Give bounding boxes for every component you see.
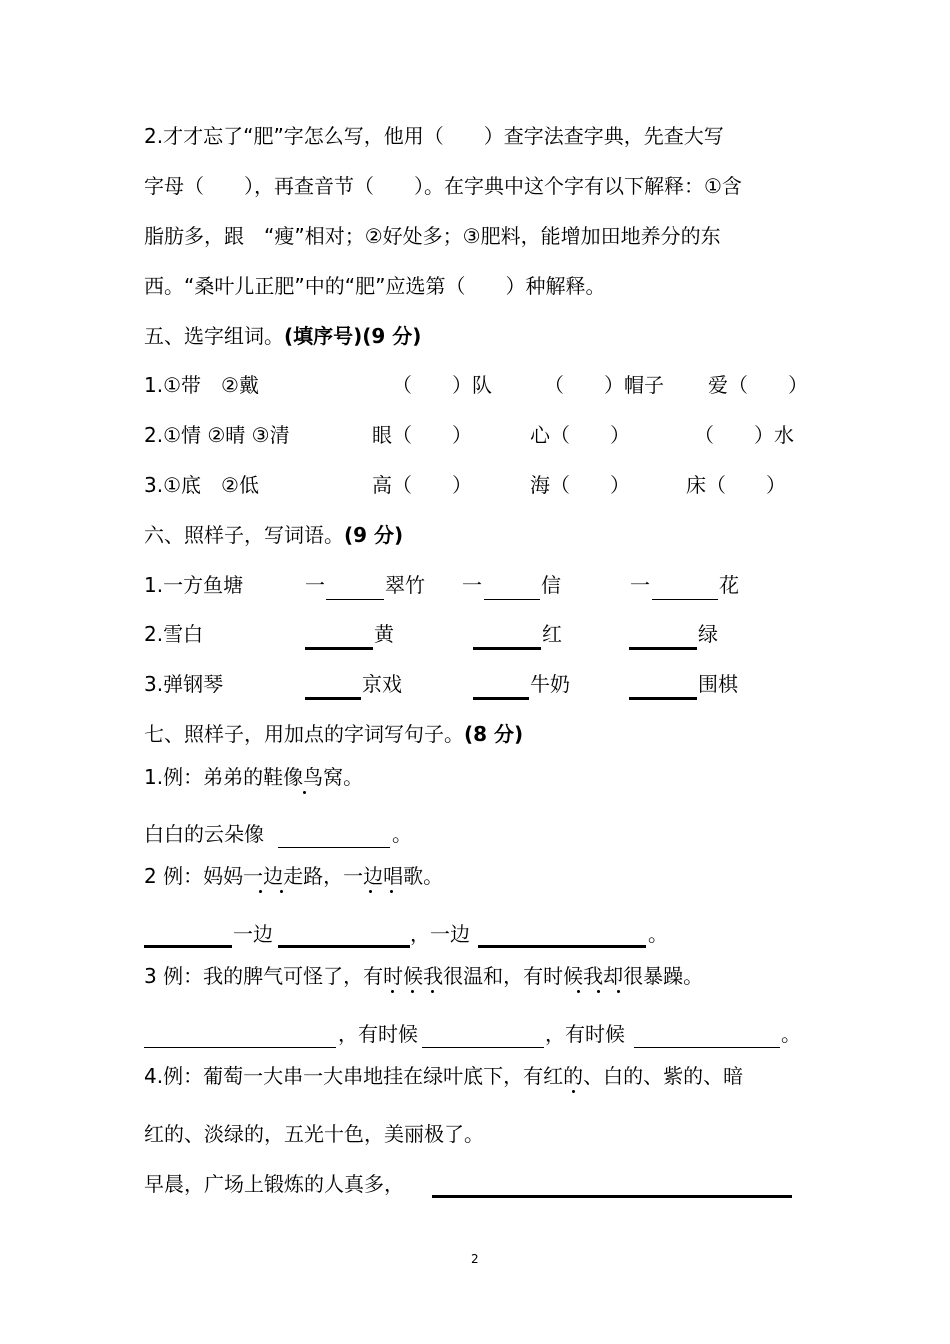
- s6-r2-word3: 绿: [698, 622, 718, 646]
- emphasis-dot: [391, 990, 394, 993]
- s5-row1-b: （ ）帽子: [544, 373, 664, 397]
- s6-r1-blank2[interactable]: [484, 599, 540, 600]
- section6-heading: [144, 521, 403, 549]
- q4-part2-line4: 西。“桑叶儿正肥”中的“肥”应选第（ ）种解释。: [144, 274, 606, 298]
- section5-title: 五、选字组词。: [144, 324, 284, 348]
- s6-r3-word3: 围棋: [698, 672, 738, 696]
- s5-row1-choices: 1.①带 ②戴: [144, 373, 259, 397]
- s7-q2-blank1[interactable]: [144, 945, 232, 948]
- s6-r1-word3: 花: [719, 573, 739, 597]
- emphasis-dot: [431, 990, 434, 993]
- s6-r2-word1: 黄: [374, 622, 394, 646]
- s5-row2-a: 眼（ ）: [372, 423, 472, 447]
- s7-q2-end: 。: [648, 922, 668, 946]
- s6-r3-example: 3.弹钢琴: [144, 672, 224, 696]
- s5-row2-b: 心（ ）: [530, 423, 630, 447]
- s7-q3-end: 。: [781, 1022, 801, 1046]
- s6-r3-blank3[interactable]: [629, 697, 697, 700]
- s5-row1-a: （ ）队: [392, 373, 492, 397]
- s6-r1-prefix3: 一: [630, 573, 650, 597]
- s5-row2-choices: 2.①情 ②晴 ③清: [144, 423, 290, 447]
- s5-row3-a: 高（ ）: [372, 473, 472, 497]
- emphasis-dot: [259, 890, 262, 893]
- s6-r1-example: 1.一方鱼塘: [144, 573, 244, 597]
- s7-q4-prompt: 早晨，广场上锻炼的人真多，: [144, 1172, 404, 1196]
- section6-title: 六、照样子，写词语。: [144, 523, 344, 547]
- s7-q3-word2: ，有时候: [545, 1022, 625, 1046]
- page-number: 2: [471, 1252, 479, 1266]
- s6-r1-blank1[interactable]: [326, 599, 384, 600]
- s5-row1-c: 爱（ ）: [708, 373, 808, 397]
- emphasis-dot: [617, 990, 620, 993]
- s7-q3-word1: ，有时候: [338, 1022, 418, 1046]
- section6-score: (9 分): [344, 523, 404, 547]
- emphasis-dot: [572, 1090, 575, 1093]
- emphasis-dot: [577, 990, 580, 993]
- s7-q4-example-line2: 红的、淡绿的，五光十色，美丽极了。: [144, 1122, 484, 1146]
- s5-row3-b: 海（ ）: [530, 473, 630, 497]
- s7-q1-prompt: 白白的云朵像: [144, 822, 264, 846]
- q4-part2-line3: 脂肪多，跟 “瘦”相对；②好处多；③肥料，能增加田地养分的东: [144, 224, 721, 248]
- section5-score: (填序号)(9 分): [284, 324, 422, 348]
- s6-r3-blank1[interactable]: [305, 697, 361, 700]
- emphasis-dot: [369, 890, 372, 893]
- emphasis-dot: [303, 791, 306, 794]
- s7-q2-blank2[interactable]: [278, 945, 410, 948]
- s7-q4-blank[interactable]: [432, 1195, 792, 1198]
- emphasis-dot: [597, 990, 600, 993]
- s6-r2-word2: 红: [542, 622, 562, 646]
- s7-q2-word1: 一边: [233, 922, 273, 946]
- s7-q2-word2: ，一边: [410, 922, 470, 946]
- s6-r1-prefix2: 一: [462, 573, 482, 597]
- s6-r1-blank3[interactable]: [652, 599, 718, 600]
- s6-r2-blank1[interactable]: [305, 647, 373, 650]
- s7-q3-blank2[interactable]: [422, 1047, 544, 1048]
- s7-q1-example: 1.例：弟弟的鞋像鸟窝。: [144, 765, 364, 789]
- s7-q2-blank3[interactable]: [478, 945, 646, 948]
- s5-row2-c: （ ）水: [694, 423, 794, 447]
- s6-r2-example: 2.雪白: [144, 622, 204, 646]
- section7-title: 七、照样子，用加点的字词写句子。: [144, 722, 464, 746]
- emphasis-dot: [411, 990, 414, 993]
- s6-r3-blank2[interactable]: [473, 697, 529, 700]
- s7-q4-example-line1: 4.例：葡萄一大串一大串地挂在绿叶底下，有红的、白的、紫的、暗: [144, 1064, 744, 1088]
- s7-q3-blank1[interactable]: [144, 1047, 336, 1048]
- s7-q1-blank[interactable]: [278, 847, 390, 848]
- section7-heading: [144, 720, 523, 748]
- s7-q1-end: 。: [392, 822, 412, 846]
- emphasis-dot: [280, 890, 283, 893]
- s5-row3-c: 床（ ）: [686, 473, 786, 497]
- s7-q3-example: 3 例：我的脾气可怪了，有时候我很温和，有时候我却很暴躁。: [144, 964, 704, 988]
- s6-r1-word2: 信: [541, 573, 561, 597]
- s6-r3-word1: 京戏: [362, 672, 402, 696]
- s6-r2-blank3[interactable]: [629, 647, 697, 650]
- s5-row3-choices: 3.①底 ②低: [144, 473, 259, 497]
- s7-q2-example: 2 例：妈妈一边走路，一边唱歌。: [144, 864, 444, 888]
- s6-r1-prefix1: 一: [305, 573, 325, 597]
- s6-r3-word2: 牛奶: [530, 672, 570, 696]
- q4-part2-line1: 2.才才忘了“肥”字怎么写，他用（ ）查字法查字典，先查大写: [144, 124, 724, 148]
- s6-r2-blank2[interactable]: [473, 647, 541, 650]
- s7-q3-blank3[interactable]: [634, 1047, 780, 1048]
- section5-heading: [144, 322, 421, 350]
- section7-score: (8 分): [464, 722, 524, 746]
- s6-r1-word1: 翠竹: [385, 573, 425, 597]
- q4-part2-line2: 字母（ ），再查音节（ ）。在字典中这个字有以下解释：①含: [144, 174, 742, 198]
- emphasis-dot: [390, 890, 393, 893]
